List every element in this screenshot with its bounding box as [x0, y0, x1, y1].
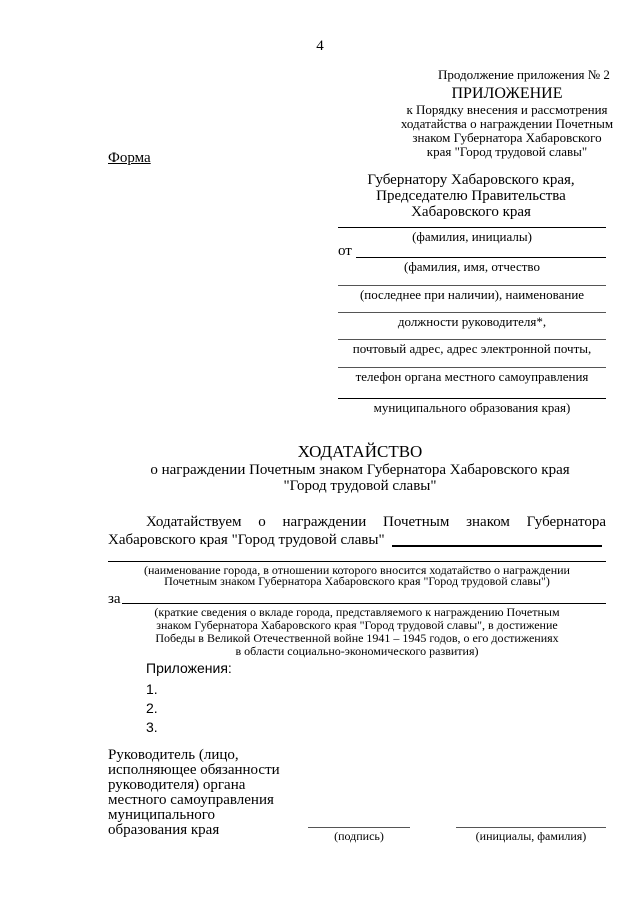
city-line-2[interactable] — [108, 561, 606, 562]
appendix-line: знаком Губернатора Хабаровского — [412, 130, 602, 145]
hint-address: почтовый адрес, адрес электронной почты, — [352, 341, 592, 356]
signatory-line: образования края — [108, 822, 220, 838]
city-hint: Почетным знаком Губернатора Хабаровского края "Город трудовой славы") — [164, 574, 550, 588]
attachment-item: 1. — [146, 681, 158, 697]
from-label: от — [338, 243, 352, 259]
attachments-label: Приложения: — [146, 660, 232, 676]
form-label: Форма — [108, 150, 151, 166]
page-number: 4 — [316, 38, 324, 54]
phone-line — [338, 367, 606, 368]
petition-body: Ходатайствуем о награждении Почетным знаком Губернатора — [146, 514, 606, 530]
appendix-line: к Порядку внесения и рассмотрения — [406, 102, 608, 117]
hint-phone: телефон органа местного самоуправления — [355, 369, 589, 384]
contribution-line[interactable] — [122, 603, 606, 604]
attachments-list — [146, 680, 158, 737]
patronymic-line — [338, 285, 606, 286]
signatory-line: местного самоуправления — [108, 792, 274, 808]
contribution-hint-line: знаком Губернатора Хабаровского края "Город трудовой славы", в достижение — [156, 618, 558, 632]
continuation-note: Продолжение приложения № 2 — [438, 67, 610, 82]
signatory-line: Руководитель (лицо, — [108, 747, 239, 763]
name-hint: (инициалы, фамилия) — [475, 829, 587, 843]
petition-body: Хабаровского края "Город трудовой славы" — [108, 532, 385, 548]
signature-line[interactable] — [308, 827, 410, 828]
appendix-line: ходатайства о награждении Почетным — [400, 116, 614, 131]
petition-subtitle: о награждении Почетным знаком Губернатора Хабаровского края — [150, 462, 570, 478]
for-label: за — [108, 591, 121, 607]
municipality-line — [338, 398, 606, 399]
hint-patronymic: (последнее при наличии), наименование — [359, 287, 585, 302]
initials-line — [338, 227, 606, 228]
contribution-hint-line: в области социально-экономического развития) — [235, 644, 479, 658]
addressee-line: Председателю Правительства — [376, 188, 566, 204]
signatory-line: исполняющее обязанности — [108, 762, 280, 778]
appendix-block — [392, 84, 622, 159]
signatory-block — [108, 748, 308, 838]
attachment-item: 3. — [146, 719, 158, 735]
addressee-line: Хабаровского края — [411, 204, 531, 220]
signature-hint: (подпись) — [334, 829, 384, 843]
contribution-hint-line: Победы в Великой Отечественной войне 1941 – 1945 годов, о его достижениях — [155, 631, 559, 645]
name-line[interactable] — [456, 827, 606, 828]
city-line[interactable] — [392, 545, 602, 547]
contribution-hint — [108, 606, 606, 658]
petition-subtitle: "Город трудовой славы" — [283, 478, 437, 494]
from-line[interactable] — [356, 257, 606, 258]
position-line — [338, 312, 606, 313]
addressee-block — [340, 172, 602, 220]
hint-position: должности руководителя*, — [397, 314, 547, 329]
petition-title: ХОДАТАЙСТВО — [297, 442, 423, 461]
city-hint: (наименование города, в отношении которого вносится ходатайство о награждении — [144, 563, 570, 577]
hint-municipality: муниципального образования края) — [373, 400, 571, 415]
attachment-item: 2. — [146, 700, 158, 716]
hint-fio: (фамилия, имя, отчество — [404, 259, 540, 274]
appendix-title: ПРИЛОЖЕНИЕ — [451, 85, 563, 102]
signatory-line: руководителя) органа — [108, 777, 246, 793]
signatory-line: муниципального — [108, 807, 216, 823]
hint-initials: (фамилия, инициалы) — [412, 229, 532, 244]
contribution-hint-line: (краткие сведения о вкладе города, представляемого к награждению Почетным — [154, 605, 560, 619]
appendix-line: края "Город трудовой славы" — [426, 144, 588, 159]
addressee-line: Губернатору Хабаровского края, — [367, 172, 575, 188]
address-line — [338, 339, 606, 340]
